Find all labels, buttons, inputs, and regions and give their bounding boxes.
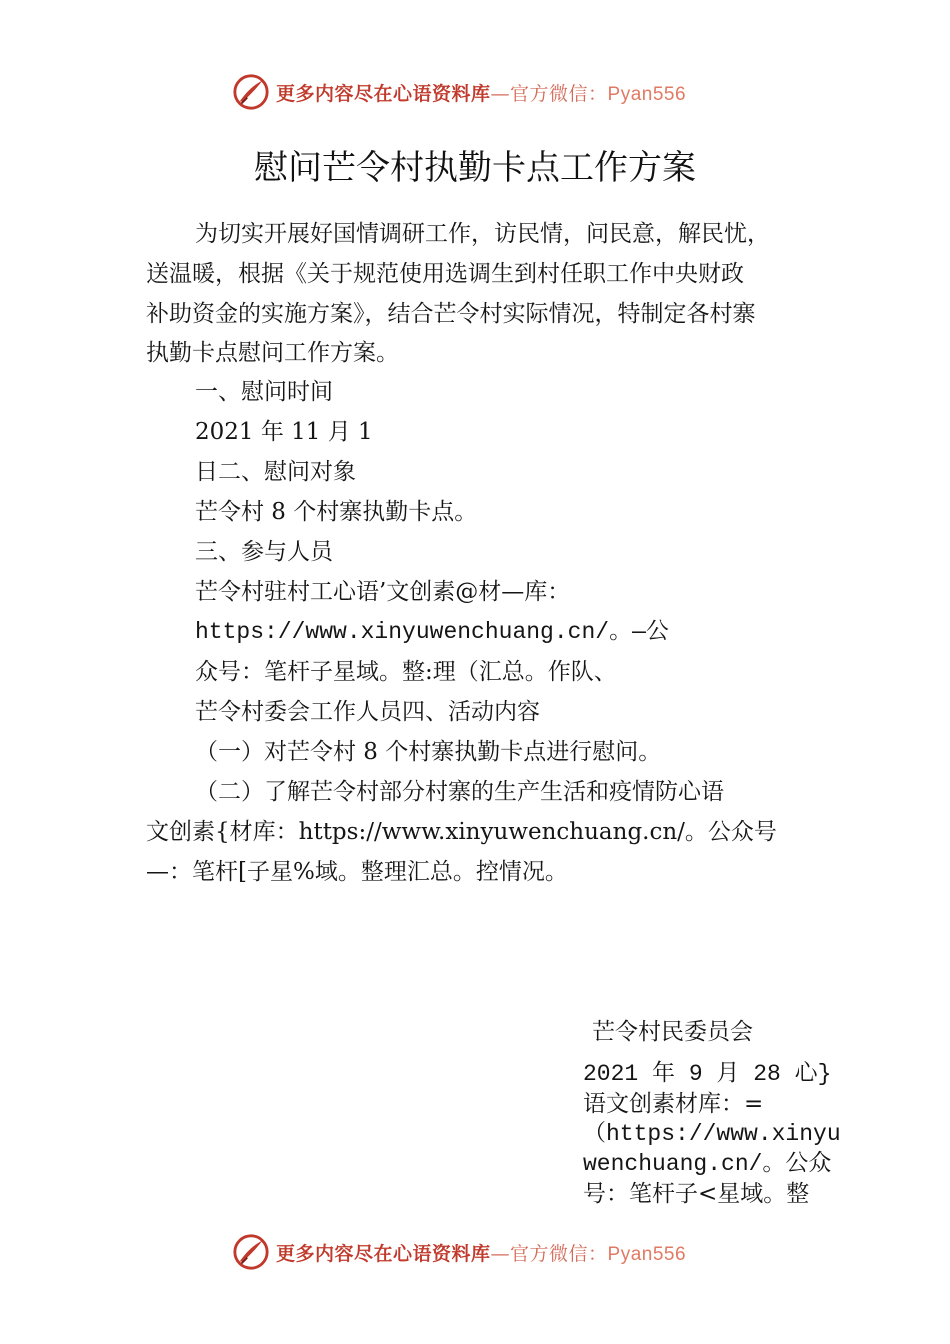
banner-id: Pyan556: [607, 1243, 687, 1265]
quill-logo-icon: [232, 1233, 270, 1271]
section-heading: 三、参与人员: [195, 539, 333, 565]
body-line: 补助资金的实施方案》，结合芒令村实际情况，特制定各村寨: [146, 301, 756, 327]
banner-text: [276, 1239, 686, 1266]
signature-org: 芒令村民委员会: [592, 1019, 753, 1045]
body-line: 芒令村 8 个村寨执勤卡点。: [195, 499, 478, 525]
body-line: 执勤卡点慰问工作方案。: [146, 340, 399, 366]
document-title: 慰问芒令村执勤卡点工作方案: [254, 148, 696, 188]
body-line: 送温暖，根据《关于规范使用选调生到村任职工作中央财政: [146, 261, 744, 287]
banner-highlight: 更多内容尽在心语资料库: [276, 82, 491, 105]
banner-id: Pyan556: [607, 83, 687, 105]
quill-logo-icon: [232, 73, 270, 111]
section-heading: 日二、慰问对象: [195, 459, 356, 485]
signature-line: 语文创素材库：=: [583, 1091, 764, 1117]
section-heading: 一、慰问时间: [195, 379, 333, 405]
footer-banner: [232, 1232, 752, 1272]
body-line: —：笔杆[子星%域。整理汇总。控情况。: [146, 859, 568, 885]
signature-line: 2021 年 9 月 28 心}: [583, 1061, 832, 1087]
signature-line: wenchuang.cn/。公众: [583, 1151, 832, 1177]
body-line: （一）对芒令村 8 个村寨执勤卡点进行慰问。: [195, 739, 662, 765]
body-line: 为切实开展好国情调研工作，访民情，问民意，解民忧，: [195, 221, 770, 247]
banner-dash: —: [490, 82, 511, 105]
body-line: 文创素{材库：https://www.xinyuwenchuang.cn/。公众号: [146, 819, 777, 845]
body-line: 芒令村委会工作人员四、活动内容: [195, 699, 540, 725]
banner-highlight: 更多内容尽在心语资料库: [276, 1242, 491, 1265]
banner-text: [276, 79, 686, 106]
banner-label: 官方微信：: [510, 82, 608, 105]
body-line: （二）了解芒令村部分村寨的生产生活和疫情防心语: [195, 779, 724, 805]
signature-line: （https://www.xinyu: [583, 1121, 841, 1147]
body-line: 2021 年 11 月 1: [195, 419, 373, 445]
banner-dash: —: [490, 1242, 511, 1265]
banner-label: 官方微信：: [510, 1242, 608, 1265]
body-line: 众号：笔杆子星域。整:理（汇总。作队、: [195, 659, 617, 685]
signature-line: 号：笔杆子<星域。整: [583, 1181, 810, 1207]
body-line: https://www.xinyuwenchuang.cn/。—公: [195, 619, 669, 645]
body-line: 芒令村驻村工心语’文创素@材—库：: [195, 579, 571, 605]
header-banner: [232, 72, 752, 112]
